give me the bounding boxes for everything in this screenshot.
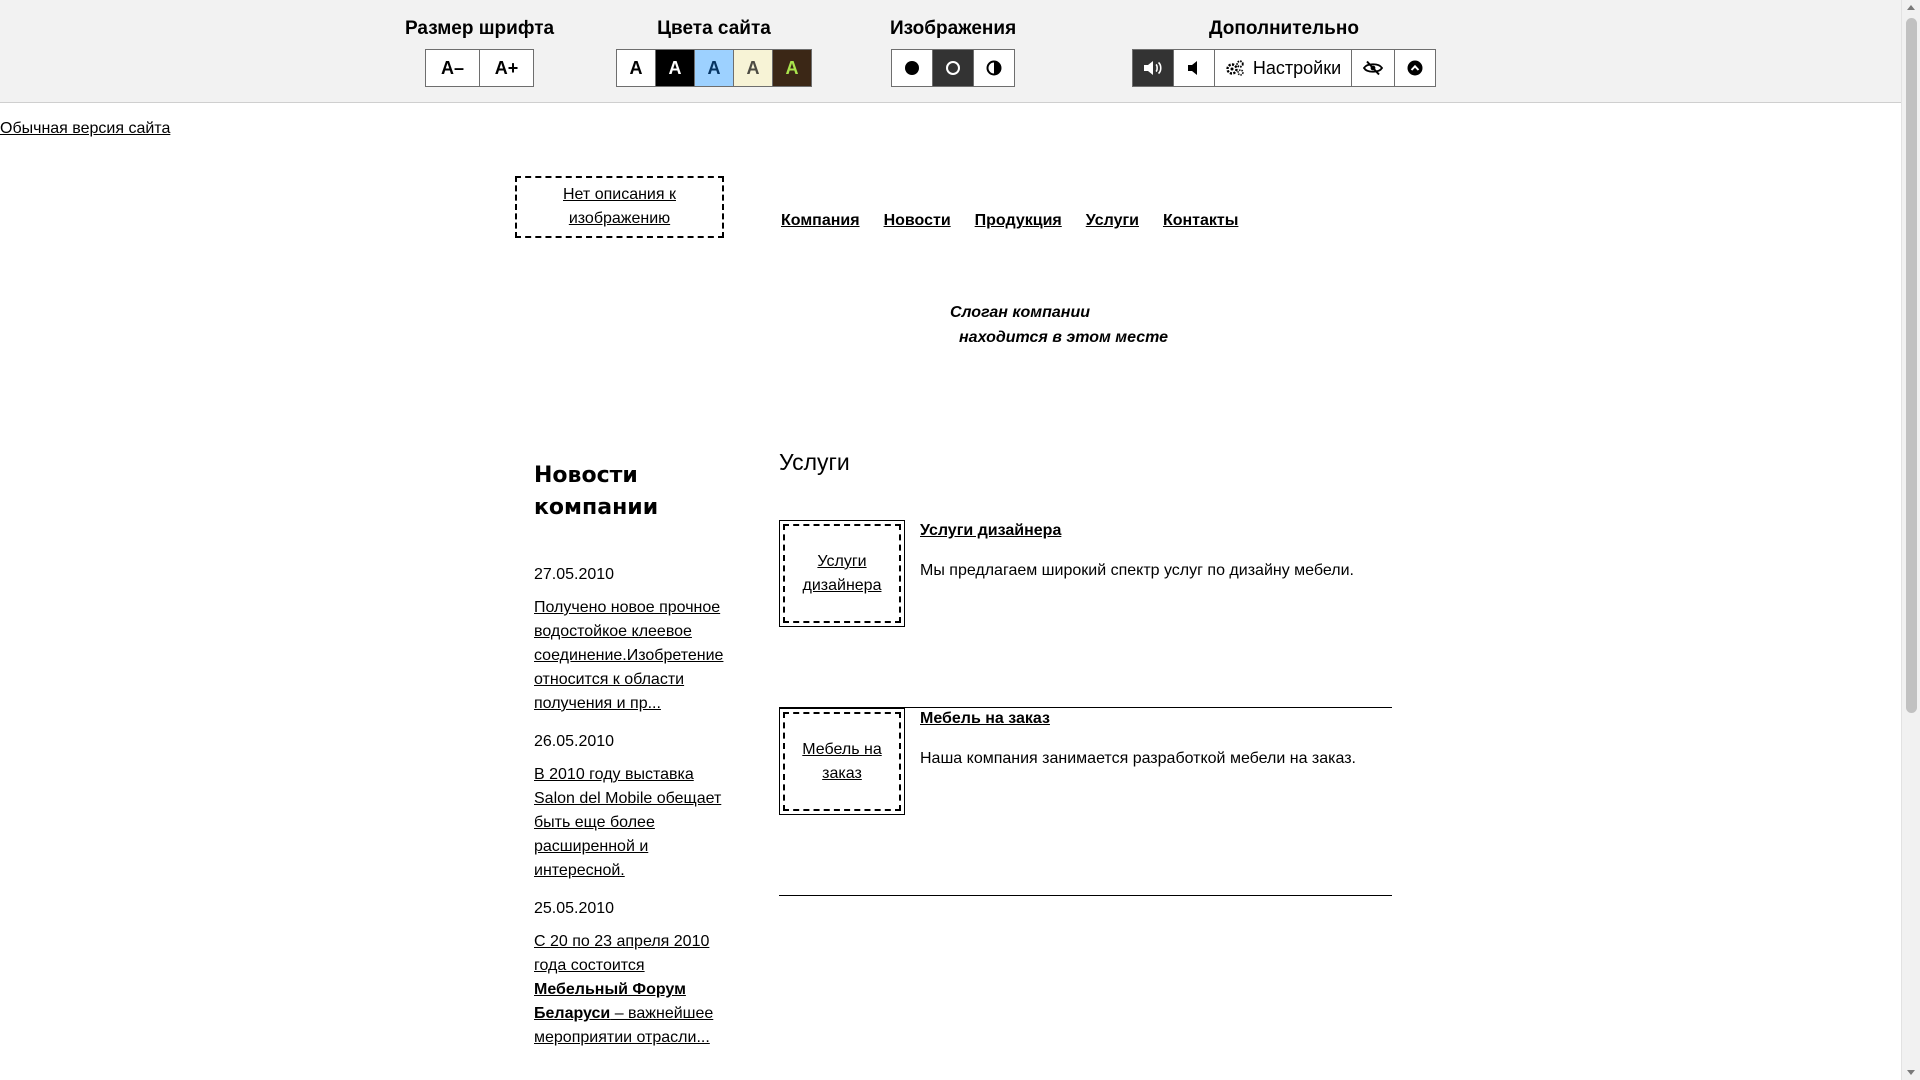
news-item [534, 900, 734, 1050]
news-date: 26.05.2010 [534, 733, 615, 750]
font-increase-button[interactable]: A+ [479, 49, 534, 87]
site-colors-group [616, 18, 812, 87]
filled-circle-icon [904, 60, 920, 76]
service-item [779, 708, 1392, 896]
settings-label: Настройки [1252, 57, 1342, 78]
scroll-down-arrow-icon[interactable] [1907, 1070, 1915, 1075]
font-size-group [405, 18, 554, 87]
settings-button[interactable] [1214, 49, 1352, 87]
service-description: Наша компания занимается разработкой мебели на заказ. [920, 750, 1356, 767]
sound-on-button[interactable] [1132, 49, 1174, 87]
scrollbar-thumb[interactable] [1906, 18, 1917, 713]
main-nav [781, 212, 1262, 230]
sound-off-button[interactable] [1173, 49, 1215, 87]
extra-group [1132, 18, 1436, 87]
logo-placeholder[interactable]: Нет описания к изображению [515, 176, 724, 238]
news-date: 27.05.2010 [534, 566, 615, 583]
font-decrease-button[interactable]: A– [425, 49, 480, 87]
scroll-up-button[interactable] [1394, 49, 1436, 87]
scroll-up-arrow-icon[interactable] [1907, 5, 1915, 10]
service-thumbnail[interactable] [779, 708, 905, 815]
extra-title: Дополнительно [1209, 18, 1359, 39]
page-title: Услуги [779, 449, 850, 475]
service-thumbnail[interactable] [779, 520, 905, 627]
news-item [534, 733, 734, 883]
service-item [779, 520, 1392, 708]
images-on-button[interactable] [891, 49, 933, 87]
speaker-loud-icon [1143, 60, 1163, 76]
color-scheme-white-button[interactable]: A [616, 49, 656, 87]
color-scheme-black-button[interactable]: A [655, 49, 695, 87]
news-link[interactable] [534, 930, 734, 1050]
news-link-text-before: С 20 по 23 апреля 2010 года состоится [534, 933, 710, 974]
empty-circle-icon [945, 60, 961, 76]
images-group [890, 18, 1016, 87]
services-list [779, 520, 1392, 896]
gears-icon [1225, 60, 1245, 76]
color-scheme-beige-button[interactable]: A [733, 49, 773, 87]
news-date: 25.05.2010 [534, 900, 615, 917]
nav-item-services[interactable]: Услуги [1085, 212, 1139, 229]
service-description: Мы предлагаем широкий спектр услуг по дизайну мебели. [920, 562, 1354, 579]
news-list [534, 566, 734, 1067]
news-link-text-after: – важнейшее мероприятии отрасли... [534, 1005, 714, 1046]
hide-panel-button[interactable] [1351, 49, 1395, 87]
news-link[interactable]: Получено новое прочное водостойкое клеевое соединение.Изобретение относится к области получения и пр... [534, 599, 724, 712]
service-thumbnail-alt: Услуги дизайнера [783, 524, 901, 623]
news-link[interactable]: В 2010 году выставка Salon del Mobile обещает быть еще более расширенной и интересной. [534, 766, 722, 879]
nav-item-news[interactable]: Новости [883, 212, 951, 229]
page-scrollbar[interactable] [1901, 0, 1920, 1080]
circle-chevron-up-icon [1407, 60, 1423, 76]
normal-version-link[interactable]: Обычная версия сайта [0, 120, 171, 137]
news-link-text-bold: Мебельный Форум Беларуси [534, 981, 686, 1022]
nav-item-company[interactable]: Компания [781, 212, 860, 229]
slogan-line-1: Слоган компании [950, 304, 1091, 321]
speaker-icon [1186, 60, 1202, 76]
nav-item-contacts[interactable]: Контакты [1162, 212, 1239, 229]
half-circle-icon [986, 60, 1002, 76]
service-title-link[interactable]: Мебель на заказ [920, 710, 1050, 727]
news-title: Новости компании [534, 463, 659, 520]
images-title: Изображения [890, 18, 1017, 39]
service-thumbnail-alt: Мебель на заказ [783, 712, 901, 811]
nav-item-products[interactable]: Продукция [974, 212, 1062, 229]
service-title-link[interactable]: Услуги дизайнера [920, 522, 1062, 539]
company-slogan [950, 300, 1168, 350]
site-colors-title: Цвета сайта [657, 18, 771, 39]
eye-slash-icon [1363, 60, 1383, 76]
slogan-line-2: находится в этом месте [959, 329, 1169, 346]
news-item [534, 566, 734, 716]
images-grayscale-button[interactable] [973, 49, 1015, 87]
accessibility-panel [0, 0, 1901, 103]
color-scheme-brown-button[interactable]: A [772, 49, 812, 87]
color-scheme-blue-button[interactable]: A [694, 49, 734, 87]
font-size-title: Размер шрифта [405, 18, 555, 39]
images-off-button[interactable] [932, 49, 974, 87]
